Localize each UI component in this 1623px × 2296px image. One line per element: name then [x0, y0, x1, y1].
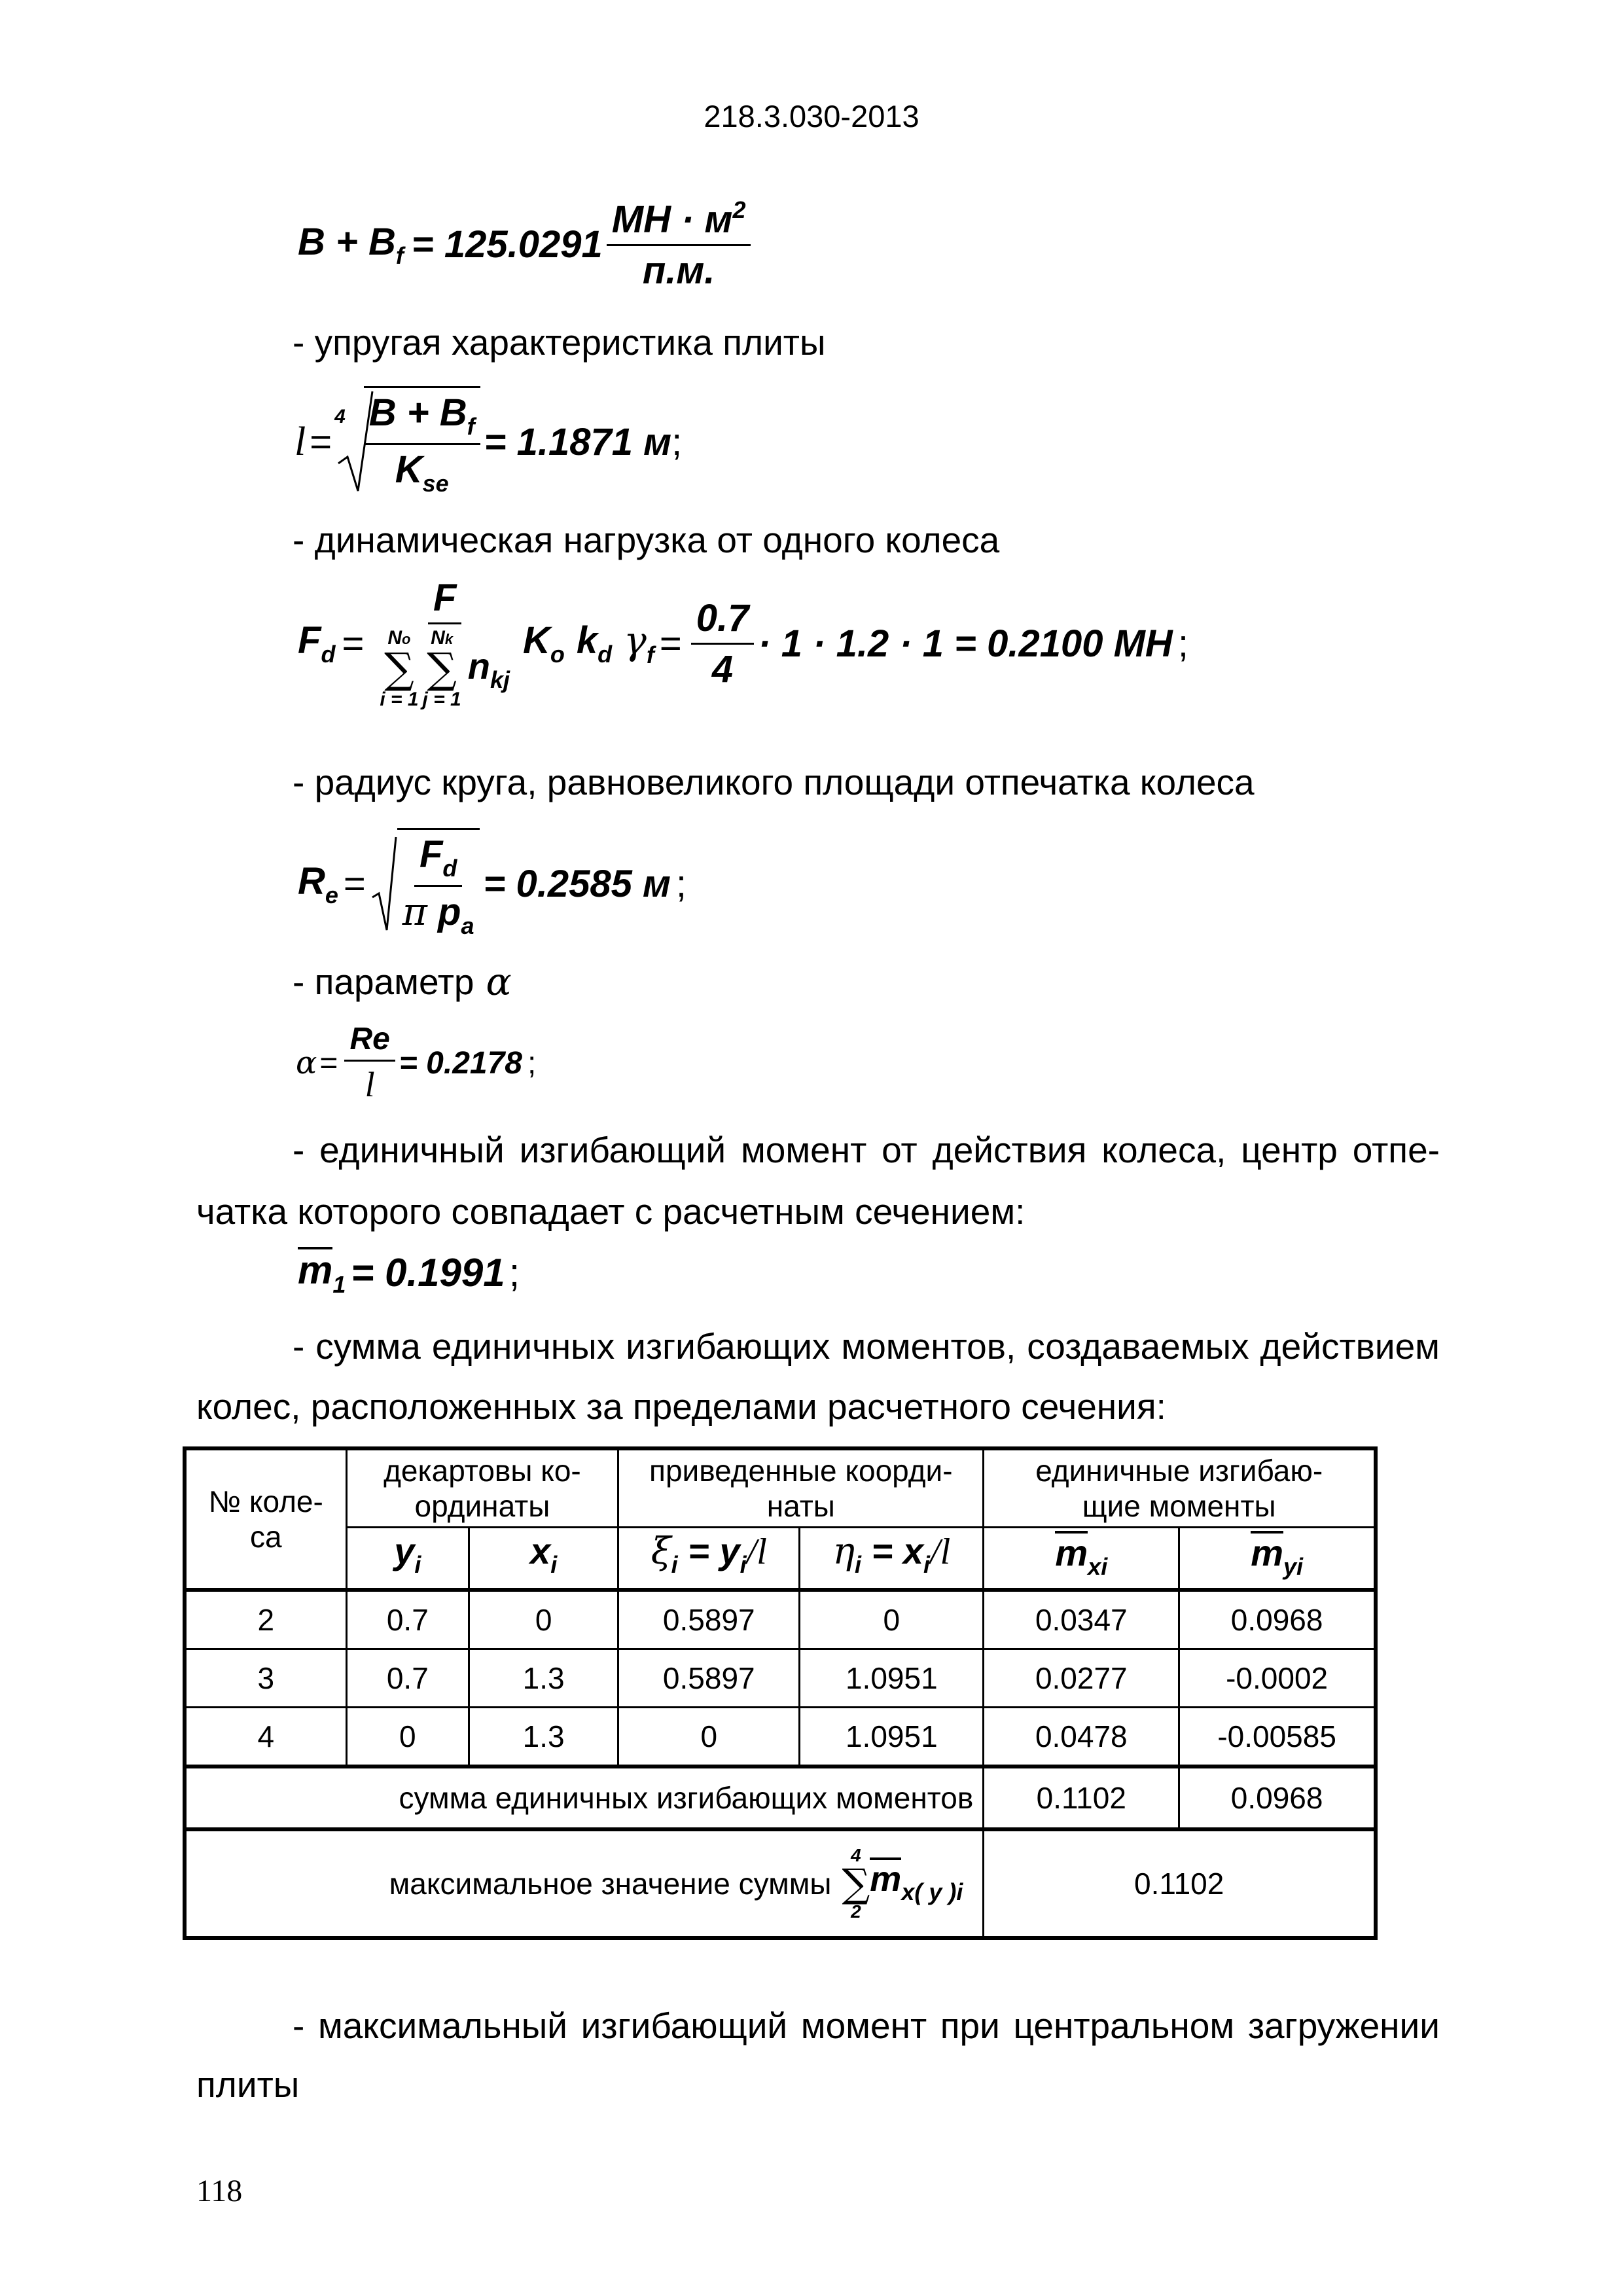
text-dynamic: - динамическая нагрузка от одного колеса [293, 520, 1000, 560]
formula-alpha: α = $\frac{Re}{l}$ = 0.2178 ; [296, 1022, 537, 1104]
sum-row [185, 1767, 1376, 1829]
header-eta: $\eta_i = x_i/l$ [800, 1527, 984, 1590]
header-mx: $m_{xi}$ [984, 1527, 1179, 1590]
table-row: 3 0.7 1.3 0.5897 1.0951 0.0277 -0.0002 [185, 1649, 1376, 1708]
header-xi: $\xi_i = y_i/l$ [618, 1527, 800, 1590]
text-elastic: - упругая характеристика плиты [293, 322, 826, 363]
header-my: $m_{yi}$ [1179, 1527, 1376, 1590]
document-code: 218.3.030-2013 [704, 99, 919, 134]
max-label-cell: максимальное значение суммы 4 ∑ 2 $m_{x( y )i}$ [185, 1829, 984, 1938]
unit-fraction: $\frac{МН \cdot м^2}{п.м.}$ [607, 196, 751, 293]
sum-value-y: 0.0968 [1179, 1767, 1376, 1829]
formula-m1: $m_1$ = 0.1991 ; [298, 1248, 520, 1298]
text-unit-moment-line1: - единичный изгибающий момент от действия колеса, центр отпе- [293, 1130, 1440, 1170]
table-row: 4 0 1.3 0 1.0951 0.0478 -0.00585 [185, 1708, 1376, 1767]
text-unit-moment-line2: чатка которого совпадает с расчетным сечением: [196, 1191, 1026, 1232]
header-cartesian: декартовы ко- ординаты [346, 1448, 618, 1527]
header-x: $x_i$ [469, 1527, 618, 1590]
formula-fd: $F_d$ = F No ∑ i = 1 Nk ∑ j = 1 $n_{kj}$ $K_o$ $k_d$ $\gamma_f$ = $\frac{0.7}{4}$ · 1 · 1.2 · 1 = 0.2100 МН ; [298, 577, 1188, 710]
max-row [185, 1829, 1376, 1938]
text-sum-line1: - сумма единичных изгибающих моментов, создаваемых действием [293, 1326, 1440, 1367]
formula-re: $R_e$ = $\frac{F_d}{\pi p_a}$ = 0.2585 м ; [298, 828, 687, 940]
header-wheel-number: № коле- са [185, 1448, 346, 1590]
text-param: - параметр α [293, 960, 512, 1004]
header-unit-moments: единичные изгибаю- щие моменты [984, 1448, 1376, 1527]
table-row: 2 0.7 0 0.5897 0 0.0347 0.0968 [185, 1590, 1376, 1649]
text-radius: - радиус круга, равновеликого площади отпечатка колеса [293, 762, 1255, 802]
text-sum-line2: колес, расположенных за пределами расчетного сечения: [196, 1386, 1166, 1427]
sqrt-sign [371, 832, 397, 937]
text-max-line1: - максимальный изгибающий момент при центральном загружении [293, 2005, 1440, 2046]
formula-b-plus-bf: $B + B_f$ = 125.0291 $\frac{МН \cdot м^2}{п.м.}$ [298, 196, 755, 293]
sum-label: сумма единичных изгибающих моментов [185, 1767, 984, 1829]
header-y: $y_i$ [346, 1527, 469, 1590]
text-max-line2: плиты [196, 2064, 300, 2105]
sub-header-row [185, 1527, 1376, 1590]
moments-table [183, 1446, 1378, 1940]
sum-value-x: 0.1102 [984, 1767, 1179, 1829]
header-reduced: приведенные коорди- наты [618, 1448, 984, 1527]
fd-main-fraction: F No ∑ i = 1 Nk ∑ j = 1 $n_{kj}$ [380, 577, 510, 710]
formula-l: l = 4 $\frac{B + B_f}{K_{se}}$ = 1.1871 м ; [294, 386, 682, 497]
page-number: 118 [196, 2174, 243, 2208]
max-value: 0.1102 [984, 1829, 1376, 1938]
